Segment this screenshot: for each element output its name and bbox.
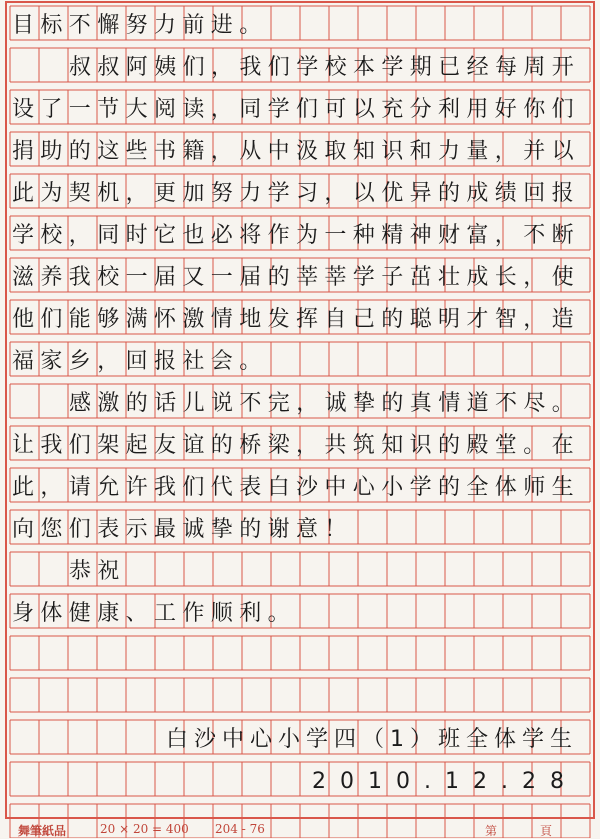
- letter-line: 设了一节大阅读，同学们可以充分利用好你们: [12, 97, 581, 122]
- letter-line: 他们能够满怀激情地发挥自己的聪明才智，造: [12, 307, 581, 332]
- letter-line: 向您们表示最诚挚的谢意！: [12, 517, 353, 542]
- letter-line: 恭祝: [69, 559, 126, 584]
- letter-line: 福家乡，回报社会。: [12, 349, 268, 374]
- letter-line: 此，请允许我们代表白沙中心小学的全体师生: [12, 475, 581, 500]
- letter-line: 身体健康、工作顺利。: [12, 601, 297, 626]
- letter-line: 滋养我校一届又一届的莘莘学子茁壮成长，使: [12, 265, 581, 290]
- page-label: 第: [485, 824, 498, 838]
- paper-footer: [0, 820, 600, 838]
- letter-line: 感激的话儿说不完，诚挚的真情道不尽。: [69, 391, 581, 416]
- letter-line: 此为契机，更加努力学习，以优异的成绩回报: [12, 181, 581, 206]
- letter-line: 让我们架起友谊的桥梁，共筑知识的殿堂。在: [12, 433, 581, 458]
- letter-line: 捐助的这些书籍，从中汲取知识和力量，并以: [12, 139, 581, 164]
- signature: 白沙中心小学四（1）班全体学生: [166, 727, 578, 752]
- paper-code: 204 - 76: [215, 822, 265, 836]
- page-unit: 頁: [540, 824, 553, 838]
- letter-body: [12, 0, 588, 820]
- letter-line: 学校，同时它也必将作为一种精神财富，不断: [12, 223, 581, 248]
- letter-line: 目标不懈努力前进。: [12, 13, 268, 38]
- date: 2010.12.28: [312, 769, 578, 794]
- letter-line: 叔叔阿姨们，我们学校本学期已经每周开: [69, 55, 581, 80]
- grid-spec: 20 × 20 = 400: [100, 822, 189, 836]
- paper-brand: 舞筆紙品: [18, 824, 67, 838]
